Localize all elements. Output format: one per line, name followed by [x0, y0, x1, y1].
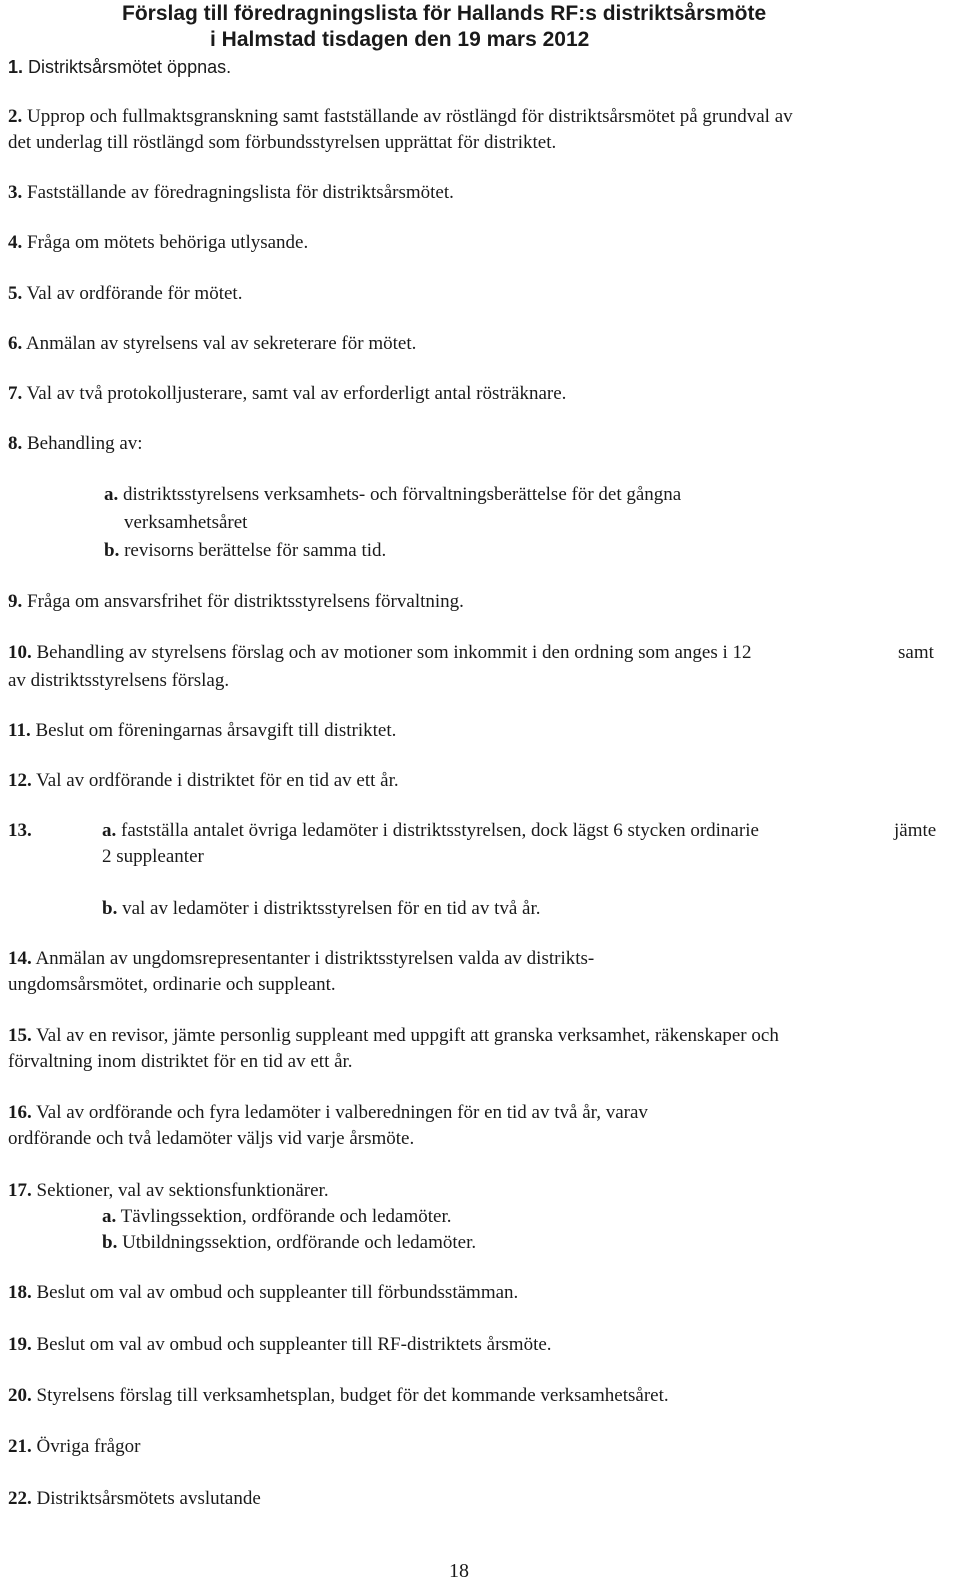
item-number: 6.	[8, 333, 23, 354]
subitem-letter: a.	[102, 820, 117, 841]
item-number: 19.	[8, 1334, 32, 1355]
agenda-subitem-8a-cont: verksamhetsåret	[124, 512, 248, 533]
item-text: Val av en revisor, jämte personlig suppleant med uppgift att granska verksamhet, räkenskaper och	[36, 1025, 779, 1046]
item-text: Övriga frågor	[36, 1436, 141, 1457]
agenda-item-14-cont: ungdomsårsmötet, ordinarie och suppleant.	[8, 974, 336, 995]
agenda-item-16-cont: ordförande och två ledamöter väljs vid varje årsmöte.	[8, 1128, 415, 1149]
item-number: 4.	[8, 232, 23, 253]
item-text: Beslut om val av ombud och suppleanter till förbundsstämman.	[36, 1282, 519, 1303]
document-subtitle: i Halmstad tisdagen den 19 mars 2012	[210, 28, 590, 51]
item-text: Anmälan av styrelsens val av sekreterare för mötet.	[25, 333, 417, 354]
item-text: Fråga om mötets behöriga utlysande.	[27, 232, 309, 253]
item-number: 11.	[8, 720, 31, 741]
subitem-text: fastställa antalet övriga ledamöter i distriktsstyrelsen, dock lägst 6 stycken ordinarie	[121, 820, 759, 841]
item-number: 16.	[8, 1102, 32, 1123]
item-text: Val av två protokolljusterare, samt val av erforderligt antal rösträknare.	[26, 383, 567, 404]
item-number: 15.	[8, 1025, 32, 1046]
agenda-item-3	[8, 180, 454, 206]
item-text: Val av ordförande för mötet.	[26, 283, 243, 304]
agenda-item-18	[8, 1280, 518, 1306]
agenda-subitem-17a	[102, 1204, 452, 1230]
subitem-text: Tävlingssektion, ordförande och ledamöter.	[120, 1206, 452, 1227]
agenda-item-22	[8, 1486, 261, 1512]
agenda-item-9	[8, 589, 464, 615]
agenda-item-16	[8, 1100, 648, 1126]
item-number: 1.	[8, 57, 24, 77]
item-number: 2.	[8, 106, 23, 127]
page-number: 18	[449, 1560, 469, 1582]
agenda-item-8	[8, 431, 143, 457]
agenda-item-10-end: samt	[898, 642, 934, 663]
item-text: Behandling av:	[27, 433, 143, 454]
item-number: 5.	[8, 283, 23, 304]
subitem-letter: b.	[102, 898, 118, 919]
agenda-item-20	[8, 1383, 669, 1409]
agenda-item-13	[8, 818, 32, 844]
item-text: Val av ordförande i distriktet för en tid av ett år.	[36, 770, 399, 791]
item-number: 17.	[8, 1180, 32, 1201]
item-text: Fråga om ansvarsfrihet för distriktsstyrelsens förvaltning.	[27, 591, 464, 612]
item-number: 3.	[8, 182, 23, 203]
item-text: Upprop och fullmaktsgranskning samt fastställande av röstlängd för distriktsårsmötet på grundval av	[27, 106, 793, 127]
item-number: 18.	[8, 1282, 32, 1303]
agenda-item-19	[8, 1332, 552, 1358]
item-text: Beslut om föreningarnas årsavgift till distriktet.	[35, 720, 397, 741]
subitem-text: Utbildningssektion, ordförande och ledamöter.	[122, 1232, 477, 1253]
agenda-item-5	[8, 281, 242, 307]
item-text: Anmälan av ungdomsrepresentanter i distriktsstyrelsen valda av distrikts-	[35, 948, 595, 969]
agenda-subitem-13a-end: jämte	[894, 820, 937, 841]
agenda-item-2-cont: det underlag till röstlängd som förbundsstyrelsen upprättat för distriktet.	[8, 132, 557, 153]
item-text: Distriktsårsmötet öppnas.	[28, 57, 232, 77]
agenda-item-10	[8, 640, 752, 666]
item-text: Behandling av styrelsens förslag och av motioner som inkommit i den ordning som anges i 12	[36, 642, 752, 663]
agenda-item-10-cont: av distriktsstyrelsens förslag.	[8, 670, 230, 691]
agenda-item-17	[8, 1178, 329, 1204]
agenda-subitem-13a-cont: 2 suppleanter	[102, 846, 204, 867]
item-number: 14.	[8, 948, 32, 969]
agenda-item-4	[8, 230, 308, 256]
agenda-item-7	[8, 381, 566, 407]
document-title: Förslag till föredragningslista för Hallands RF:s distriktsårsmöte	[122, 2, 767, 25]
item-number: 21.	[8, 1436, 32, 1457]
subitem-text: revisorns berättelse för samma tid.	[124, 540, 387, 561]
item-number: 8.	[8, 433, 23, 454]
agenda-item-2	[8, 104, 793, 130]
agenda-item-15-cont: förvaltning inom distriktet för en tid av ett år.	[8, 1051, 353, 1072]
agenda-item-14	[8, 946, 594, 972]
item-text: Val av ordförande och fyra ledamöter i valberedningen för en tid av två år, varav	[36, 1102, 648, 1123]
agenda-item-21	[8, 1434, 140, 1460]
item-number: 13.	[8, 820, 32, 841]
item-number: 9.	[8, 591, 23, 612]
subitem-letter: b.	[104, 540, 120, 561]
agenda-item-11	[8, 718, 396, 744]
subitem-letter: a.	[102, 1206, 117, 1227]
item-text: Distriktsårsmötets avslutande	[36, 1488, 261, 1509]
subitem-text: distriktsstyrelsens verksamhets- och förvaltningsberättelse för det gångna	[123, 484, 682, 505]
item-number: 7.	[8, 383, 23, 404]
agenda-subitem-8b	[104, 538, 386, 564]
subitem-letter: b.	[102, 1232, 118, 1253]
agenda-item-15	[8, 1023, 779, 1049]
agenda-item-6	[8, 331, 416, 357]
item-number: 10.	[8, 642, 32, 663]
agenda-item-1	[8, 54, 231, 80]
subitem-letter: a.	[104, 484, 119, 505]
item-number: 20.	[8, 1385, 32, 1406]
item-text: Styrelsens förslag till verksamhetsplan, budget för det kommande verksamhetsåret.	[36, 1385, 669, 1406]
agenda-subitem-8a	[104, 482, 681, 508]
agenda-subitem-17b	[102, 1230, 476, 1256]
item-text: Fastställande av föredragningslista för distriktsårsmötet.	[27, 182, 454, 203]
agenda-subitem-13a	[102, 818, 759, 844]
agenda-subitem-13b	[102, 896, 541, 922]
item-text: Sektioner, val av sektionsfunktionärer.	[36, 1180, 329, 1201]
item-number: 12.	[8, 770, 32, 791]
subitem-text: val av ledamöter i distriktsstyrelsen för en tid av två år.	[122, 898, 541, 919]
agenda-item-12	[8, 768, 399, 794]
item-text: Beslut om val av ombud och suppleanter till RF-distriktets årsmöte.	[36, 1334, 552, 1355]
item-number: 22.	[8, 1488, 32, 1509]
